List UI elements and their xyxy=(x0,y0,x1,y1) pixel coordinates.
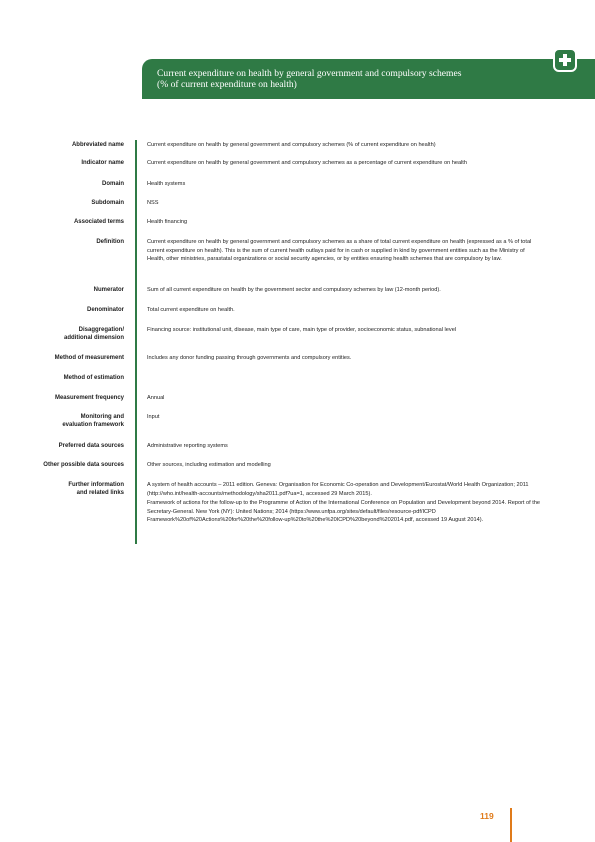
field-value: Current expenditure on health by general government and compulsory schemes (% of current expenditure on health) xyxy=(147,142,436,148)
field-label: Numerator xyxy=(93,287,124,293)
field-value: NSS xyxy=(147,200,159,206)
field-label: Abbreviated name xyxy=(71,142,124,148)
column-divider xyxy=(135,140,137,544)
page-title-line1: Current expenditure on health by general government and compulsory schemes xyxy=(157,68,462,79)
field-label xyxy=(0,326,124,342)
field-value: Financing source: institutional unit, disease, main type of care, main type of provider, socioeconomic status, subnational level xyxy=(147,327,457,333)
field-value: Includes any donor funding passing through governments and compulsory entities. xyxy=(147,355,352,361)
field-label: Definition xyxy=(96,239,124,245)
field-label-line2: additional dimension xyxy=(63,335,124,341)
field-label: Measurement frequency xyxy=(54,395,124,401)
field-label xyxy=(0,481,124,497)
field-label-line2: and related links xyxy=(76,490,124,496)
field-value: Current expenditure on health by general government and compulsory schemes as a share of total current expenditure on health (expressed as a % of total current expenditure on health). This is the sum of current health outlays paid for in cash or supplied in kind by government entities such as the Ministry of Health, other ministries, parastatal organizations or social security agencies, or by entities ensuring health schemes that are compulsory by law. xyxy=(147,239,532,263)
field-label: Associated terms xyxy=(73,219,124,225)
field-value: Health financing xyxy=(147,219,188,225)
field-label: Preferred data sources xyxy=(58,443,124,449)
field-value: Annual xyxy=(147,395,165,401)
field-label: Domain xyxy=(101,181,124,187)
field-label-line1: Monitoring and xyxy=(80,414,124,420)
field-value: Total current expenditure on health. xyxy=(147,307,235,313)
field-label: Method of measurement xyxy=(54,355,124,361)
field-label: Method of estimation xyxy=(63,375,124,381)
field-label: Indicator name xyxy=(81,160,124,166)
reference-text: Framework of actions for the follow-up to the Programme of Action of the International Conference on Population and Development beyond 2014. Report of the Secretary-General. New York (NY): United Nations; 2014 (https://www.unfpa.org/sites/default/files/resource-pdf/ICPD Framework%20of%20Actions%20for%20the%20follow-up%20to%20the%20ICPD%20beyond%202014.pdf, accessed 19 August 2014). xyxy=(147,500,541,524)
page-number-rule xyxy=(510,808,512,842)
field-value: Current expenditure on health by general government and compulsory schemes as a percentage of current expenditure on health xyxy=(147,160,467,166)
medical-cross-icon xyxy=(553,48,577,72)
field-value xyxy=(147,481,542,526)
field-label-line1: Disaggregation/ xyxy=(78,327,124,333)
field-label: Other possible data sources xyxy=(43,462,124,468)
field-label: Denominator xyxy=(86,307,124,313)
field-value: Sum of all current expenditure on health by the government sector and compulsory schemes by law (12-month period). xyxy=(147,287,441,293)
field-label xyxy=(0,413,124,429)
field-value: Administrative reporting systems xyxy=(147,443,228,449)
field-value: Health systems xyxy=(147,181,186,187)
field-label-line1: Further information xyxy=(68,482,124,488)
field-label: Subdomain xyxy=(91,200,124,206)
field-value: Other sources, including estimation and modelling xyxy=(147,462,271,468)
field-value: Input xyxy=(147,414,160,420)
page-title-line2: (% of current expenditure on health) xyxy=(157,79,297,90)
page-number: 119 xyxy=(480,811,494,821)
page-title xyxy=(157,68,557,90)
reference-text: A system of health accounts – 2011 edition. Geneva: Organisation for Economic Co-operation and Development/Eurostat/World Health Organization; 2011 (http://who.int/health-accounts/methodology/sha2011.pdf?ua=1, accessed 29 March 2015). xyxy=(147,482,529,497)
field-label-line2: evaluation framework xyxy=(62,422,124,428)
